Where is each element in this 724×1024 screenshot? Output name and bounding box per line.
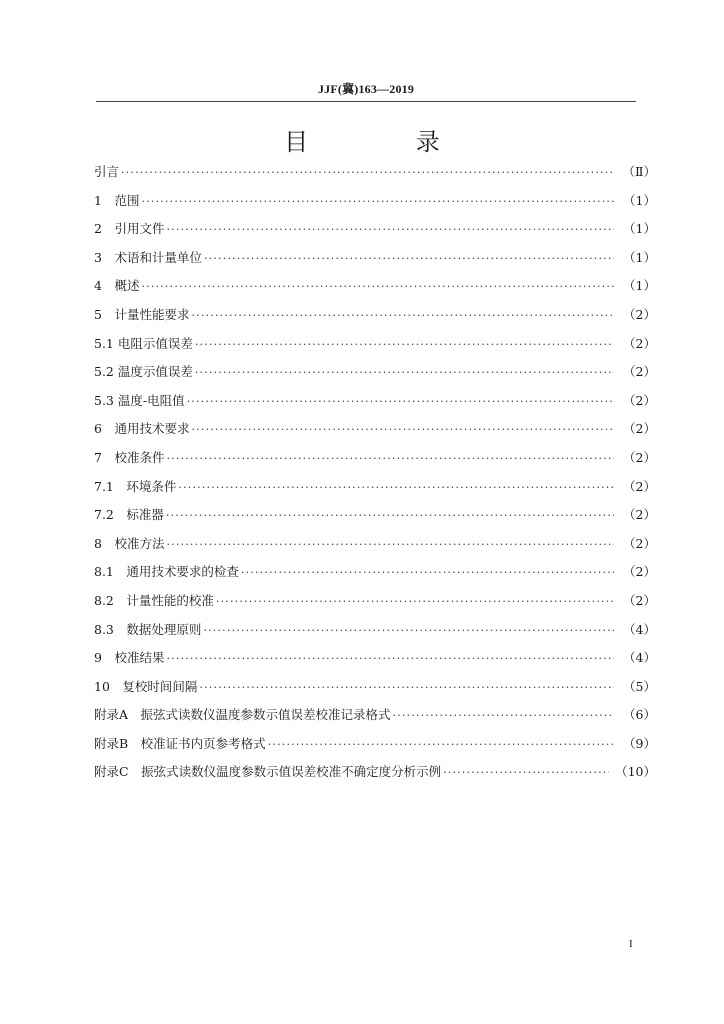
toc-dot-leader <box>195 359 614 388</box>
toc-entry-page: （10） <box>615 764 656 780</box>
toc-entry-page: （4） <box>623 650 656 666</box>
toc-entry[interactable] <box>94 701 656 730</box>
toc-entry-page: （2） <box>623 478 656 494</box>
toc-entry[interactable] <box>94 244 656 273</box>
toc-entry-label: 附录A 振弦式读数仪温度参数示值误差校准记录格式 <box>94 707 391 723</box>
toc-entry[interactable] <box>94 558 656 587</box>
toc-entry-page: （6） <box>623 707 656 723</box>
toc-entry-page: （1） <box>623 192 656 208</box>
toc-entry-label: 7.2 标准器 <box>94 507 164 523</box>
toc-entry-label: 5.2 温度示值误差 <box>94 364 193 380</box>
toc-dot-leader <box>204 245 614 274</box>
toc-entry-page: （2） <box>623 507 656 523</box>
toc-entry-label: 5.3 温度-电阻值 <box>94 392 185 408</box>
toc-entry-label: 9 校准结果 <box>94 650 165 666</box>
toc-dot-leader <box>166 216 614 245</box>
toc-dot-leader <box>166 531 614 560</box>
toc-entry[interactable] <box>94 387 656 416</box>
toc-entry-page: （2） <box>623 335 656 351</box>
toc-entry-page: （1） <box>623 278 656 294</box>
toc-entry-label: 8.1 通用技术要求的检查 <box>94 564 239 580</box>
toc-dot-leader <box>191 416 614 445</box>
toc-dot-leader <box>443 759 609 788</box>
toc-entry-page: （2） <box>623 535 656 551</box>
toc-entry-label: 8.3 数据处理原则 <box>94 621 202 637</box>
toc-entry[interactable] <box>94 444 656 473</box>
toc-entry-label: 2 引用文件 <box>94 221 165 237</box>
document-code-header: JJF(冀)163—2019 <box>317 82 415 96</box>
toc-entry-label: 附录B 校准证书内页参考格式 <box>94 735 266 751</box>
toc-entry-label: 10 复校时间间隔 <box>94 678 198 694</box>
page-number: I <box>629 938 633 950</box>
toc-entry[interactable] <box>94 758 656 787</box>
toc-entry[interactable] <box>94 644 656 673</box>
toc-entry-page: （2） <box>623 449 656 465</box>
toc-entry[interactable] <box>94 187 656 216</box>
toc-entry-page: （2） <box>623 421 656 437</box>
toc-dot-leader <box>191 302 614 331</box>
toc-dot-leader <box>268 731 614 760</box>
toc-entry-label: 1 范围 <box>94 192 140 208</box>
toc-entry-label: 3 术语和计量单位 <box>94 249 202 265</box>
toc-entry-page: （2） <box>623 592 656 608</box>
toc-dot-leader <box>187 388 614 417</box>
toc-entry-label: 7 校准条件 <box>94 449 165 465</box>
toc-entry-label: 4 概述 <box>94 278 140 294</box>
toc-entry[interactable] <box>94 730 656 759</box>
toc-dot-leader <box>241 559 614 588</box>
toc-dot-leader <box>199 674 614 703</box>
toc-entry-page: （1） <box>623 249 656 265</box>
toc-dot-leader <box>141 188 614 217</box>
toc-entry-page: （9） <box>623 735 656 751</box>
toc-entry[interactable] <box>94 501 656 530</box>
toc-dot-leader <box>141 273 614 302</box>
toc-entry-page: （Ⅱ） <box>622 164 656 179</box>
toc-dot-leader <box>203 617 614 646</box>
toc-entry[interactable] <box>94 301 656 330</box>
toc-entry[interactable] <box>94 473 656 502</box>
toc-entry-label: 引言 <box>94 164 120 179</box>
toc-dot-leader <box>166 645 614 674</box>
toc-dot-leader <box>216 588 614 617</box>
toc-entry-label: 6 通用技术要求 <box>94 421 190 437</box>
toc-entry[interactable] <box>94 530 656 559</box>
toc-entry-page: （2） <box>623 364 656 380</box>
toc-dot-leader <box>178 474 614 503</box>
toc-entry-label: 附录C 振弦式读数仪温度参数示值误差校准不确定度分析示例 <box>94 764 442 780</box>
toc-entry-label: 8 校准方法 <box>94 535 165 551</box>
toc-entry[interactable] <box>94 587 656 616</box>
toc-entry[interactable] <box>94 330 656 359</box>
toc-entry-label: 5 计量性能要求 <box>94 306 190 322</box>
toc-entry-page: （2） <box>623 564 656 580</box>
toc-entry-page: （2） <box>623 392 656 408</box>
toc-entry-page: （5） <box>623 678 656 694</box>
toc-entry[interactable] <box>94 158 656 187</box>
toc-entry-label: 5.1 电阻示值误差 <box>94 335 193 351</box>
toc-entry-page: （2） <box>623 306 656 322</box>
toc-entry[interactable] <box>94 673 656 702</box>
toc-entry[interactable] <box>94 415 656 444</box>
toc-title: 目 录 <box>284 128 490 156</box>
toc-entry-page: （4） <box>623 621 656 637</box>
toc-entry[interactable] <box>94 215 656 244</box>
toc-dot-leader <box>195 331 614 360</box>
toc-dot-leader <box>393 702 614 731</box>
toc-dot-leader <box>121 159 614 188</box>
toc-dot-leader <box>166 445 614 474</box>
toc-entry[interactable] <box>94 616 656 645</box>
toc-entry[interactable] <box>94 358 656 387</box>
toc-entry-page: （1） <box>623 221 656 237</box>
toc-entry-label: 8.2 计量性能的校准 <box>94 592 214 608</box>
table-of-contents <box>94 158 656 787</box>
toc-entry-label: 7.1 环境条件 <box>94 478 177 494</box>
header-rule <box>96 101 636 102</box>
toc-dot-leader <box>166 502 614 531</box>
toc-entry[interactable] <box>94 272 656 301</box>
